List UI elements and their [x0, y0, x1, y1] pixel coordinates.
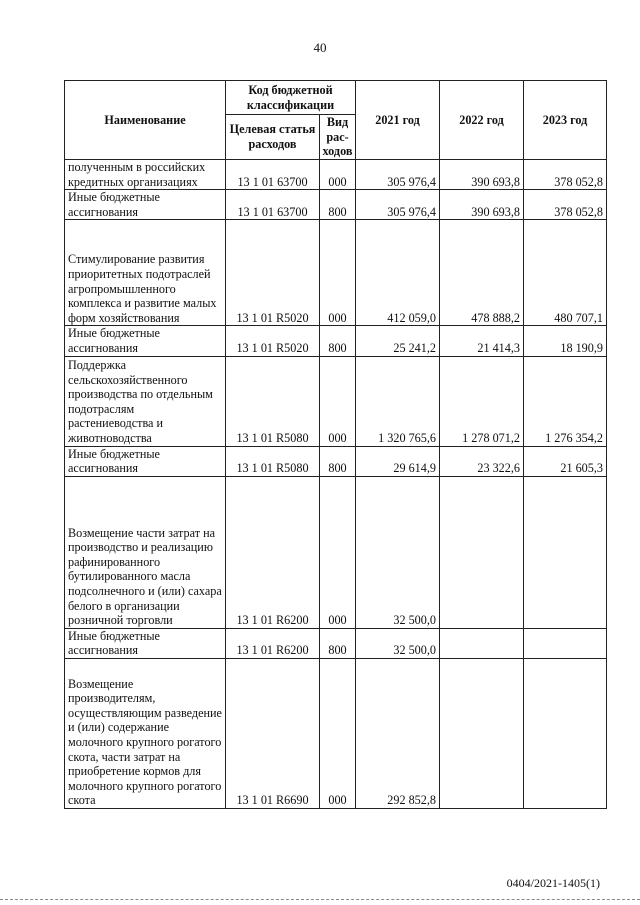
row-name-cell: Иные бюджетные ассигнования [65, 326, 226, 356]
header-year-2021: 2021 год [356, 81, 440, 160]
row-kind-cell: 000 [320, 160, 356, 190]
header-code-group: Код бюджетной классификации [226, 81, 356, 115]
row-value-2021: 292 852,8 [356, 658, 440, 808]
document-code: 0404/2021-1405(1) [506, 876, 600, 890]
table-row [65, 628, 607, 658]
row-value-2021: 29 614,9 [356, 446, 440, 476]
row-value-2021: 1 320 765,6 [356, 356, 440, 446]
row-name-cell: Иные бюджетные ассигнования [65, 446, 226, 476]
row-code-cell: 13 1 01 63700 [226, 160, 320, 190]
row-value-2022 [440, 628, 524, 658]
row-value-2023: 378 052,8 [524, 190, 607, 220]
table-row [65, 658, 607, 808]
row-value-2023: 18 190,9 [524, 326, 607, 356]
table-row [65, 476, 607, 628]
row-kind-cell: 800 [320, 446, 356, 476]
row-kind-cell: 800 [320, 326, 356, 356]
row-kind-cell: 000 [320, 220, 356, 326]
budget-table [64, 80, 607, 809]
row-name-cell: Иные бюджетные ассигнования [65, 628, 226, 658]
row-value-2021: 412 059,0 [356, 220, 440, 326]
header-row-top [65, 81, 607, 115]
row-value-2021: 305 976,4 [356, 160, 440, 190]
row-value-2023: 480 707,1 [524, 220, 607, 326]
row-code-cell: 13 1 01 63700 [226, 190, 320, 220]
header-target-article: Целевая статья расходов [226, 115, 320, 160]
row-name-cell: полученным в российских кредитных организациях [65, 160, 226, 190]
row-code-cell: 13 1 01 R5020 [226, 220, 320, 326]
row-value-2022 [440, 476, 524, 628]
table-row [65, 446, 607, 476]
row-value-2022: 1 278 071,2 [440, 356, 524, 446]
row-code-cell: 13 1 01 R6690 [226, 658, 320, 808]
row-code-cell: 13 1 01 R5080 [226, 446, 320, 476]
row-kind-cell: 000 [320, 356, 356, 446]
row-value-2021: 305 976,4 [356, 190, 440, 220]
page-number: 40 [313, 40, 327, 55]
row-name-cell: Иные бюджетные ассигнования [65, 190, 226, 220]
row-value-2022: 390 693,8 [440, 160, 524, 190]
header-name: Наименование [65, 81, 226, 160]
table-row [65, 326, 607, 356]
table-row [65, 356, 607, 446]
row-value-2021: 32 500,0 [356, 628, 440, 658]
row-value-2023: 21 605,3 [524, 446, 607, 476]
row-kind-cell: 800 [320, 628, 356, 658]
row-name-cell: Поддержка сельскохозяйственного производства по отдельным подотраслям растениеводства и животноводства [65, 356, 226, 446]
row-code-cell: 13 1 01 R6200 [226, 628, 320, 658]
row-kind-cell: 000 [320, 476, 356, 628]
header-year-2022: 2022 год [440, 81, 524, 160]
row-kind-cell: 000 [320, 658, 356, 808]
row-kind-cell: 800 [320, 190, 356, 220]
row-value-2021: 25 241,2 [356, 326, 440, 356]
table-body [65, 160, 607, 809]
row-code-cell: 13 1 01 R6200 [226, 476, 320, 628]
row-value-2022: 390 693,8 [440, 190, 524, 220]
row-code-cell: 13 1 01 R5080 [226, 356, 320, 446]
row-code-cell: 13 1 01 R5020 [226, 326, 320, 356]
table-row [65, 220, 607, 326]
row-value-2023: 1 276 354,2 [524, 356, 607, 446]
header-year-2023: 2023 год [524, 81, 607, 160]
row-value-2023 [524, 658, 607, 808]
row-value-2021: 32 500,0 [356, 476, 440, 628]
row-value-2023 [524, 628, 607, 658]
header-expense-kind: Вид рас-ходов [320, 115, 356, 160]
row-value-2023: 378 052,8 [524, 160, 607, 190]
row-name-cell: Возмещение части затрат на производство и реализацию рафинированного бутилированного масла подсолнечного и (или) сахара белого в организации розничной торговли [65, 476, 226, 628]
scan-edge-line [0, 899, 640, 900]
row-value-2022 [440, 658, 524, 808]
row-value-2022: 21 414,3 [440, 326, 524, 356]
row-value-2023 [524, 476, 607, 628]
row-value-2022: 478 888,2 [440, 220, 524, 326]
row-name-cell: Возмещение производителям, осуществляющим разведение и (или) содержание молочного крупного рогатого скота, части затрат на приобретение кормов для молочного крупного рогатого скота [65, 658, 226, 808]
row-value-2022: 23 322,6 [440, 446, 524, 476]
table-row [65, 190, 607, 220]
row-name-cell: Стимулирование развития приоритетных подотраслей агропромышленного комплекса и развитие малых форм хозяйствования [65, 220, 226, 326]
table-row [65, 160, 607, 190]
